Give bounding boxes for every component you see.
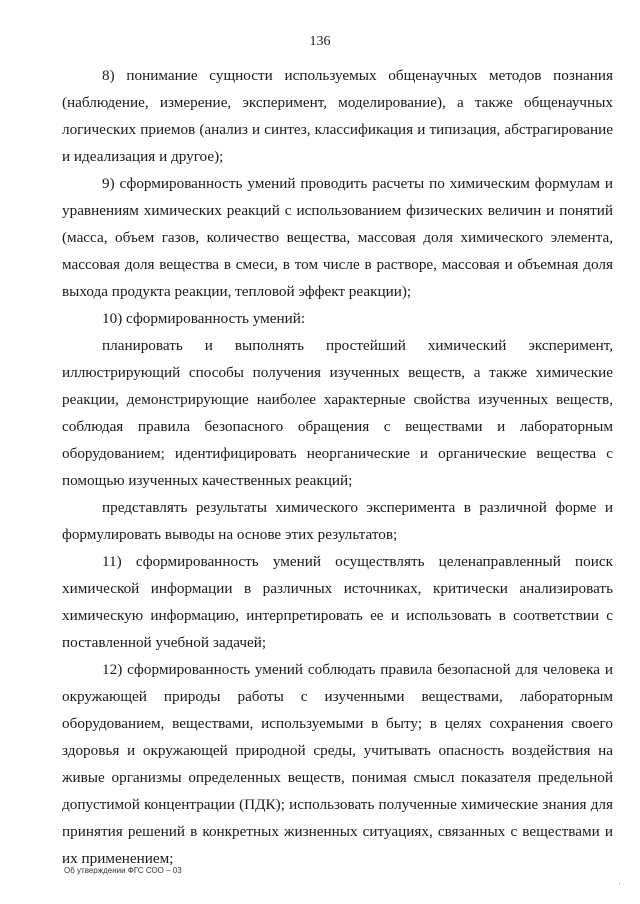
- paragraph-item-12: 12) сформированность умений соблюдать правила безопасной для человека и окружающей природы работы с изученными веществами, лабораторным оборудованием, веществами, используемыми в быту; в целях сохранения своего здоровья и окружающей природной среды, учитывать опасность воздействия на живые организмы определенных веществ, понимая смысл показателя предельной допустимой концентрации (ПДК); использовать полученные химические знания для принятия решений в конкретных жизненных ситуациях, связанных с веществами и их применением;: [62, 661, 613, 867]
- paragraph-item-10-plan: планировать и выполнять простейший химический эксперимент, иллюстрирующий способы получения изученных веществ, а также химические реакции, демонстрирующие наиболее характерные свойства изученных веществ, соблюдая правила безопасного обращения с веществами и лабораторным оборудованием; идентифицировать неорганические и органические вещества с помощью изученных качественных реакций;: [62, 337, 613, 489]
- paragraph-item-10-present: представлять результаты химического эксперимента в различной форме и формулировать выводы на основе этих результатов;: [62, 499, 613, 543]
- document-footer: Об утверждении ФГС СОО – 03: [64, 866, 182, 875]
- scan-mark: ·: [618, 878, 621, 888]
- paragraph-item-11: 11) сформированность умений осуществлять целенаправленный поиск химической информации в различных источниках, критически анализировать химическую информацию, интерпретировать ее и использовать в соответствии с поставленной учебной задачей;: [62, 553, 613, 651]
- page-number: 136: [309, 34, 331, 49]
- paragraph-item-8: 8) понимание сущности используемых общенаучных методов познания (наблюдение, измерение, эксперимент, моделирование), а также общенаучных логических приемов (анализ и синтез, классификация и типизация, абстрагирование и идеализация и другое);: [62, 67, 613, 165]
- paragraph-item-10: 10) сформированность умений:: [102, 310, 306, 327]
- paragraph-item-9: 9) сформированность умений проводить расчеты по химическим формулам и уравнениям химических реакций с использованием физических величин и понятий (масса, объем газов, количество вещества, массовая доля химического элемента, массовая доля вещества в смеси, в том числе в растворе, массовая и объемная доля выхода продукта реакции, тепловой эффект реакции);: [62, 175, 613, 300]
- document-body: [62, 62, 613, 872]
